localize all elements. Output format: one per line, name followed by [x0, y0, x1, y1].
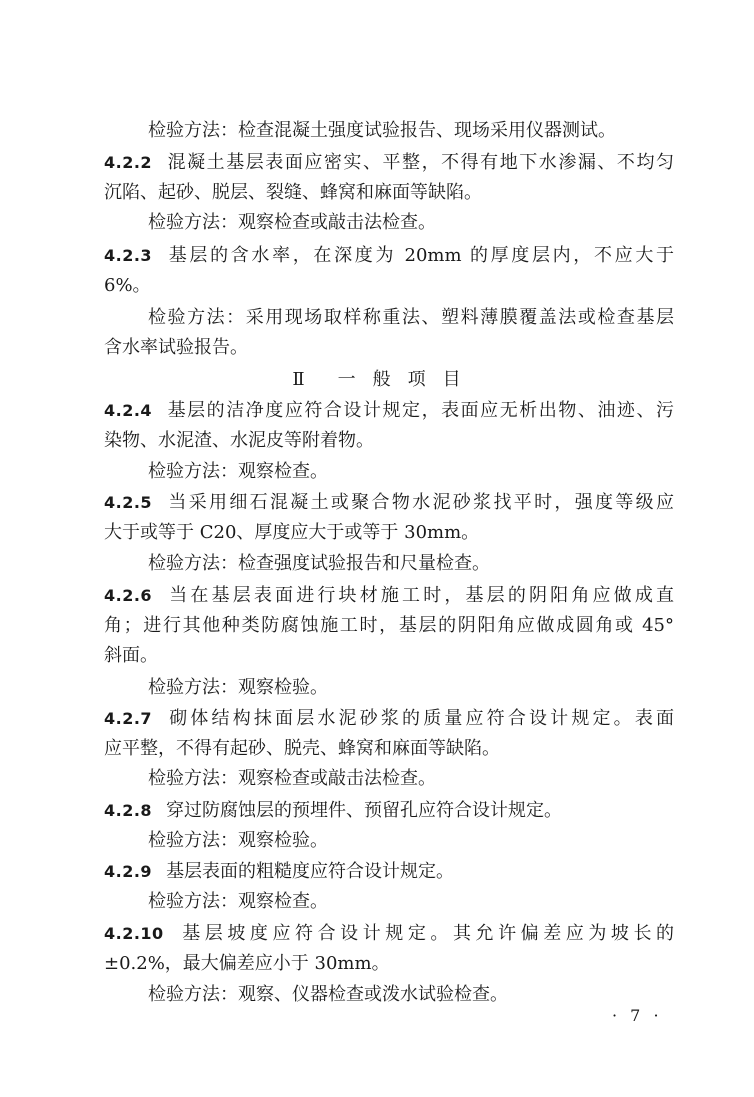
section-heading: Ⅱ 一 般 项 目 [292, 369, 462, 390]
page-number: · 7 · [612, 1006, 663, 1025]
clause-4-2-5: 4.2.5 当采用细石混凝土或聚合物水泥砂浆找平时，强度等级应 [104, 492, 674, 513]
clause-4-2-10: 4.2.10 基层坡度应符合设计规定。其允许偏差应为坡长的 [104, 923, 674, 944]
clause-number: 4.2.6 [104, 586, 153, 605]
inspection-method-line: 检验方法：观察检查。 [148, 891, 328, 912]
clause-number: 4.2.10 [104, 924, 164, 943]
clause-number: 4.2.2 [104, 153, 153, 172]
clause-4-2-6: 4.2.6 当在基层表面进行块材施工时，基层的阴阳角应做成直 [104, 585, 674, 606]
inspection-method-line: 检验方法：观察检查。 [148, 461, 328, 482]
clause-number: 4.2.8 [104, 801, 153, 820]
clause-number: 4.2.4 [104, 401, 153, 420]
inspection-method-line: 检验方法：观察检查或敲击法检查。 [148, 768, 436, 789]
inspection-method-line: 检验方法：观察检验。 [148, 830, 328, 851]
clause-4-2-2: 4.2.2 混凝土基层表面应密实、平整，不得有地下水渗漏、不均匀 [104, 152, 674, 173]
clause-continuation: 斜面。 [104, 645, 158, 666]
clause-continuation: 沉陷、起砂、脱层、裂缝、蜂窝和麻面等缺陷。 [104, 182, 482, 203]
clause-number: 4.2.7 [104, 709, 153, 728]
clause-number: 4.2.5 [104, 493, 153, 512]
clause-continuation: ±0.2%，最大偏差应小于 30mm。 [104, 953, 390, 974]
inspection-method-line: 检验方法：采用现场取样称重法、塑料薄膜覆盖法或检查基层 [148, 307, 674, 328]
clause-number: 4.2.9 [104, 862, 153, 881]
clause-continuation: 应平整，不得有起砂、脱壳、蜂窝和麻面等缺陷。 [104, 738, 500, 759]
clause-continuation: 染物、水泥渣、水泥皮等附着物。 [104, 430, 374, 451]
clause-4-2-3: 4.2.3 基层的含水率，在深度为 20mm 的厚度层内，不应大于 [104, 245, 674, 266]
clause-number: 4.2.3 [104, 246, 153, 265]
clause-4-2-9: 4.2.9 基层表面的粗糙度应符合设计规定。 [104, 861, 455, 882]
clause-continuation: 角；进行其他种类防腐蚀施工时，基层的阴阳角应做成圆角或 45° [104, 615, 674, 636]
inspection-method-line: 检验方法：观察、仪器检查或泼水试验检查。 [148, 984, 508, 1005]
clause-continuation: 6%。 [104, 275, 151, 296]
clause-4-2-8: 4.2.8 穿过防腐蚀层的预埋件、预留孔应符合设计规定。 [104, 800, 563, 821]
clause-continuation: 大于或等于 C20、厚度应大于或等于 30mm。 [104, 522, 480, 543]
inspection-method-line: 检验方法：观察检查或敲击法检查。 [148, 212, 436, 233]
clause-continuation: 含水率试验报告。 [104, 337, 248, 358]
inspection-method-line: 检验方法：观察检验。 [148, 677, 328, 698]
inspection-method-line: 检验方法：检查混凝土强度试验报告、现场采用仪器测试。 [148, 120, 616, 141]
clause-4-2-7: 4.2.7 砌体结构抹面层水泥砂浆的质量应符合设计规定。表面 [104, 708, 674, 729]
section-numeral: Ⅱ [292, 369, 306, 390]
inspection-method-line: 检验方法：检查强度试验报告和尺量检查。 [148, 553, 490, 574]
clause-4-2-4: 4.2.4 基层的洁净度应符合设计规定，表面应无析出物、油迹、污 [104, 400, 674, 421]
